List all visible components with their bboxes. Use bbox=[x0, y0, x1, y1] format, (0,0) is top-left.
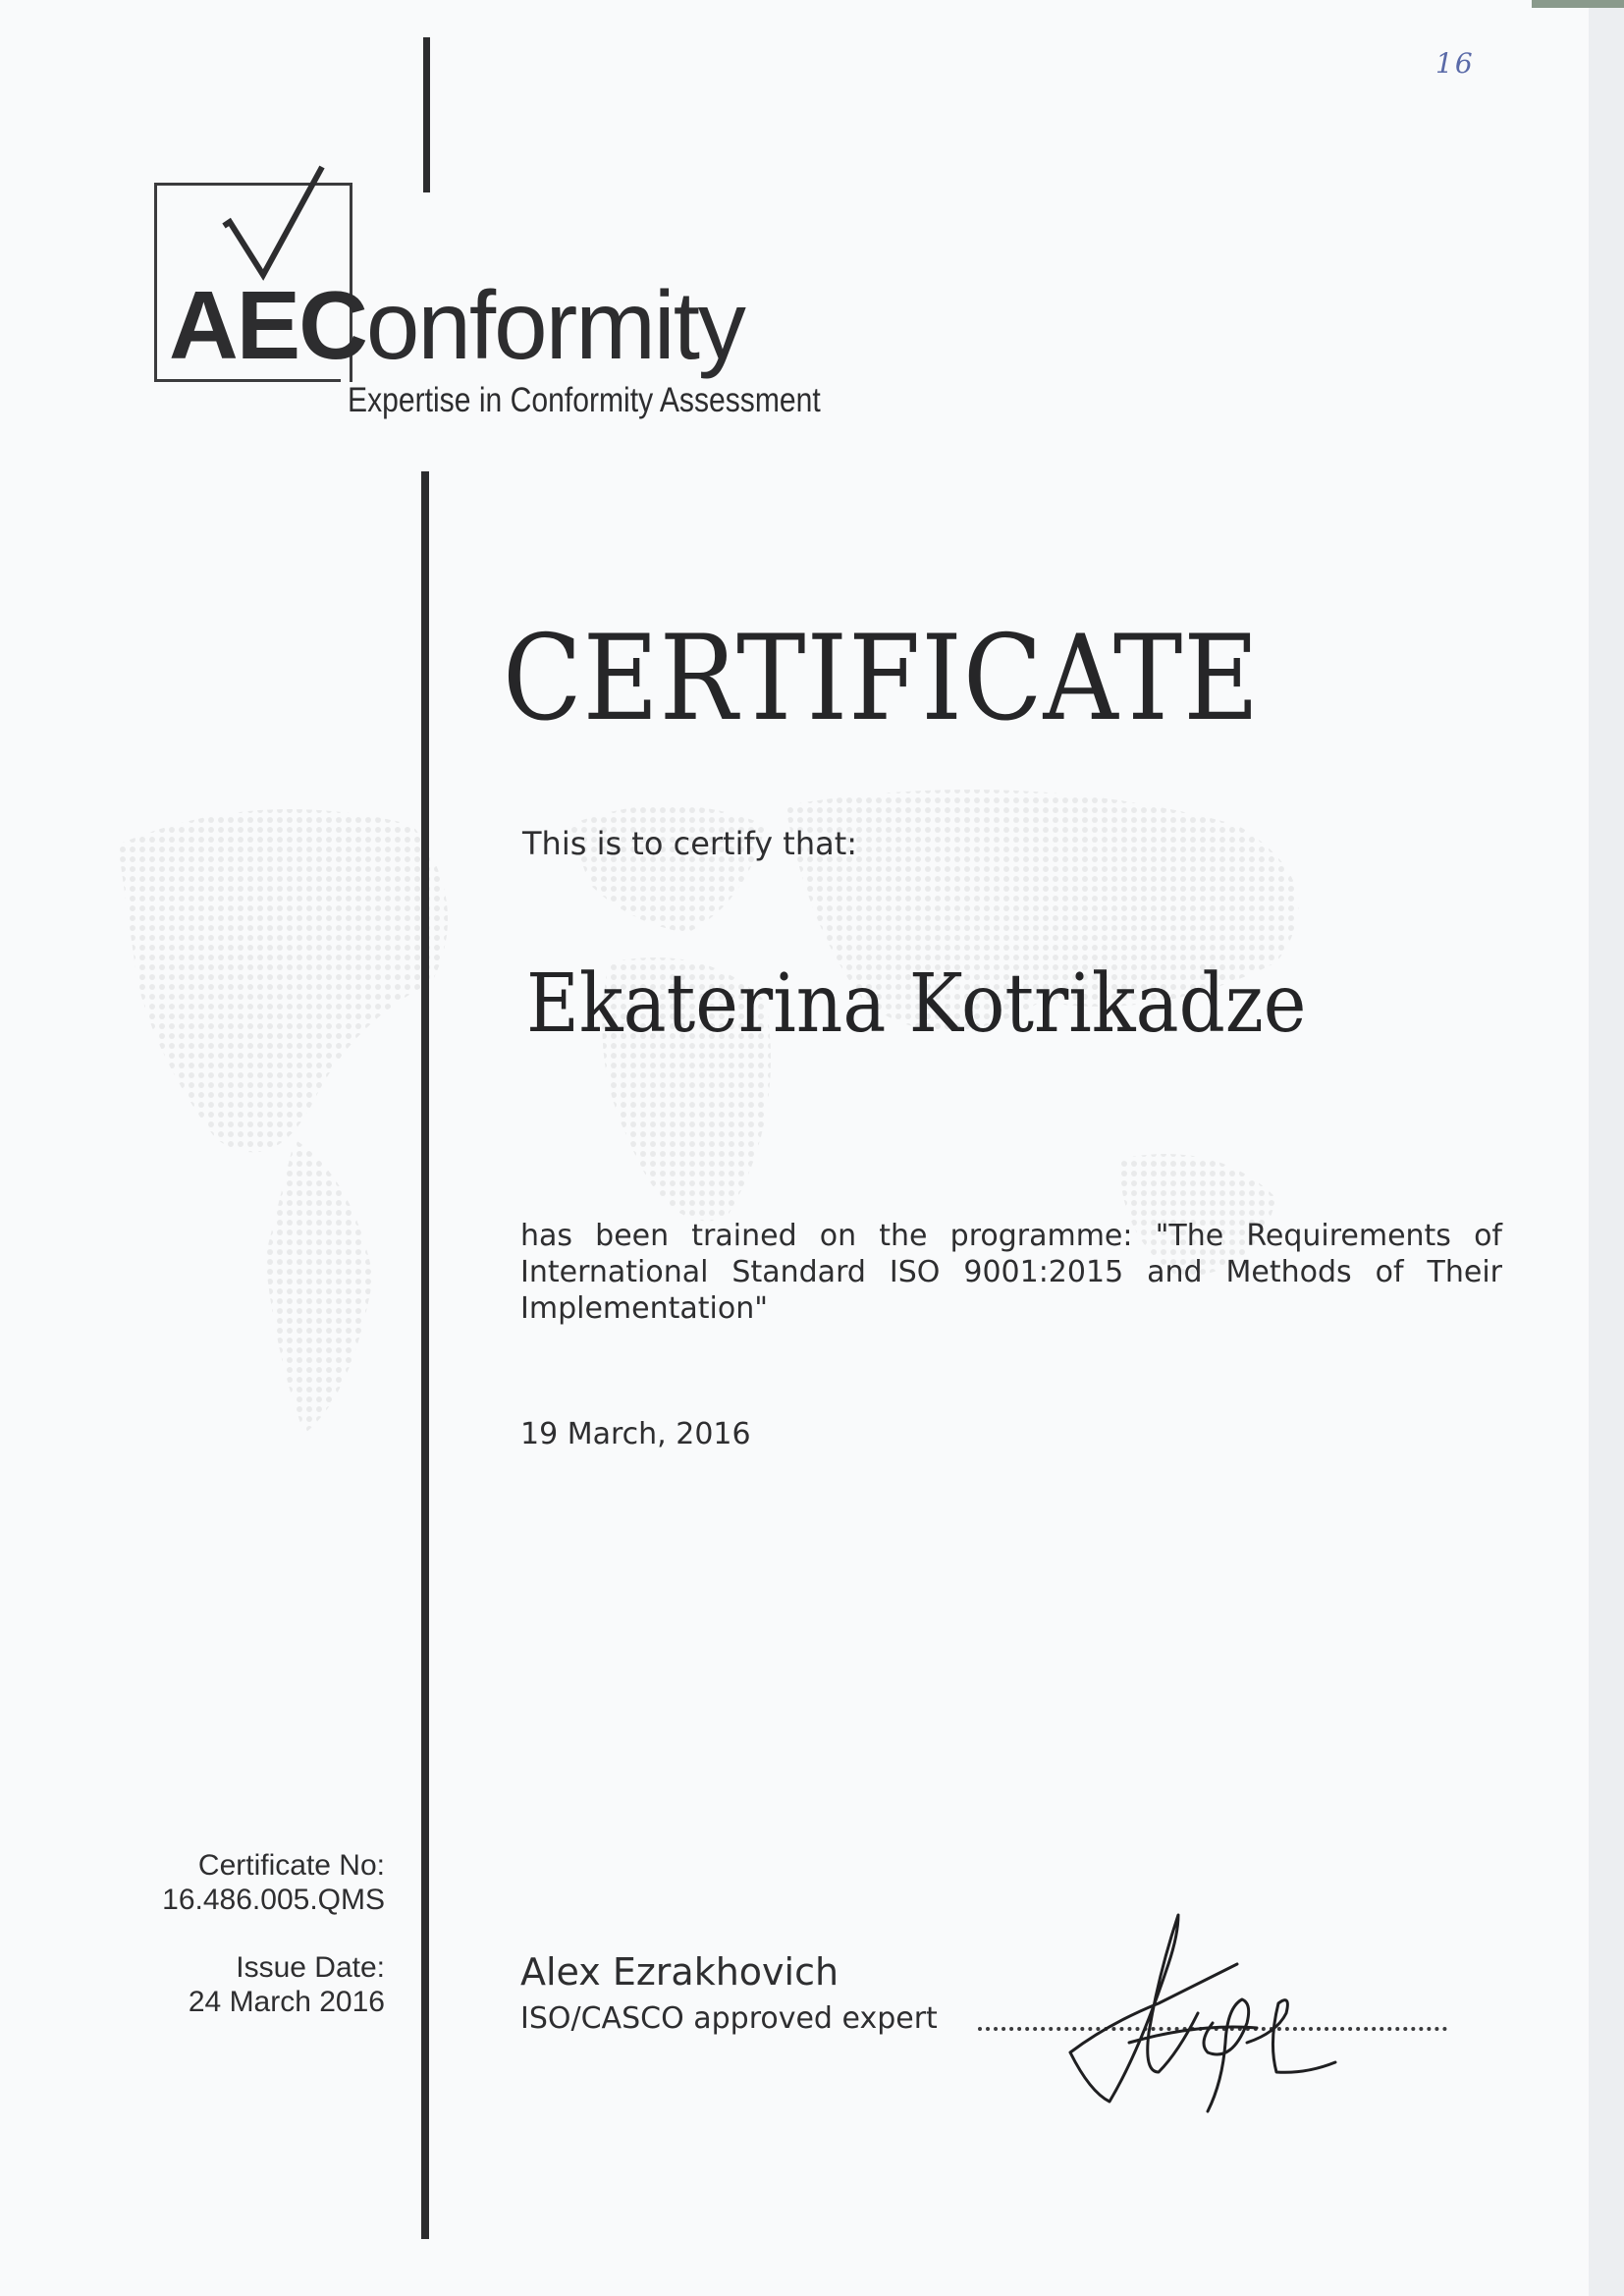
logo-tagline: Expertise in Conformity Assessment bbox=[348, 381, 821, 419]
training-date: 19 March, 2016 bbox=[520, 1417, 751, 1451]
signatory-role: ISO/CASCO approved expert bbox=[520, 2001, 938, 2036]
certify-intro: This is to certify that: bbox=[522, 825, 858, 862]
signatory-name: Alex Ezrakhovich bbox=[520, 1950, 839, 1994]
issue-date-label: Issue Date: bbox=[236, 1951, 385, 1984]
logo-divider-line bbox=[423, 37, 430, 192]
scan-edge-strip bbox=[1532, 0, 1624, 8]
issue-date-block bbox=[189, 1950, 385, 2019]
logo-wordmark bbox=[169, 271, 744, 379]
logo-frame-base bbox=[154, 379, 341, 382]
logo-wordmark-bold: AEC bbox=[169, 271, 366, 379]
vertical-divider bbox=[421, 471, 429, 2239]
page-edge bbox=[1589, 0, 1624, 2296]
handwritten-page-number: 16 bbox=[1435, 47, 1475, 80]
certificate-number-label: Certificate No: bbox=[197, 1849, 385, 1882]
programme-description: has been trained on the programme: "The Requirements of International Standard ISO 9001:2015 and Methods of Their Implementation" bbox=[520, 1219, 1502, 1326]
recipient-name: Ekaterina Kotrikadze bbox=[526, 957, 1307, 1051]
handwritten-signature bbox=[1051, 1905, 1345, 2121]
issue-date-value: 24 March 2016 bbox=[188, 1986, 385, 2018]
certificate-number-value: 16.486.005.QMS bbox=[162, 1884, 385, 1916]
world-map-watermark bbox=[59, 766, 1394, 1473]
certificate-number-block bbox=[162, 1848, 385, 1917]
logo-wordmark-light: onformity bbox=[365, 271, 744, 379]
certificate-title: CERTIFICATE bbox=[503, 611, 1261, 747]
